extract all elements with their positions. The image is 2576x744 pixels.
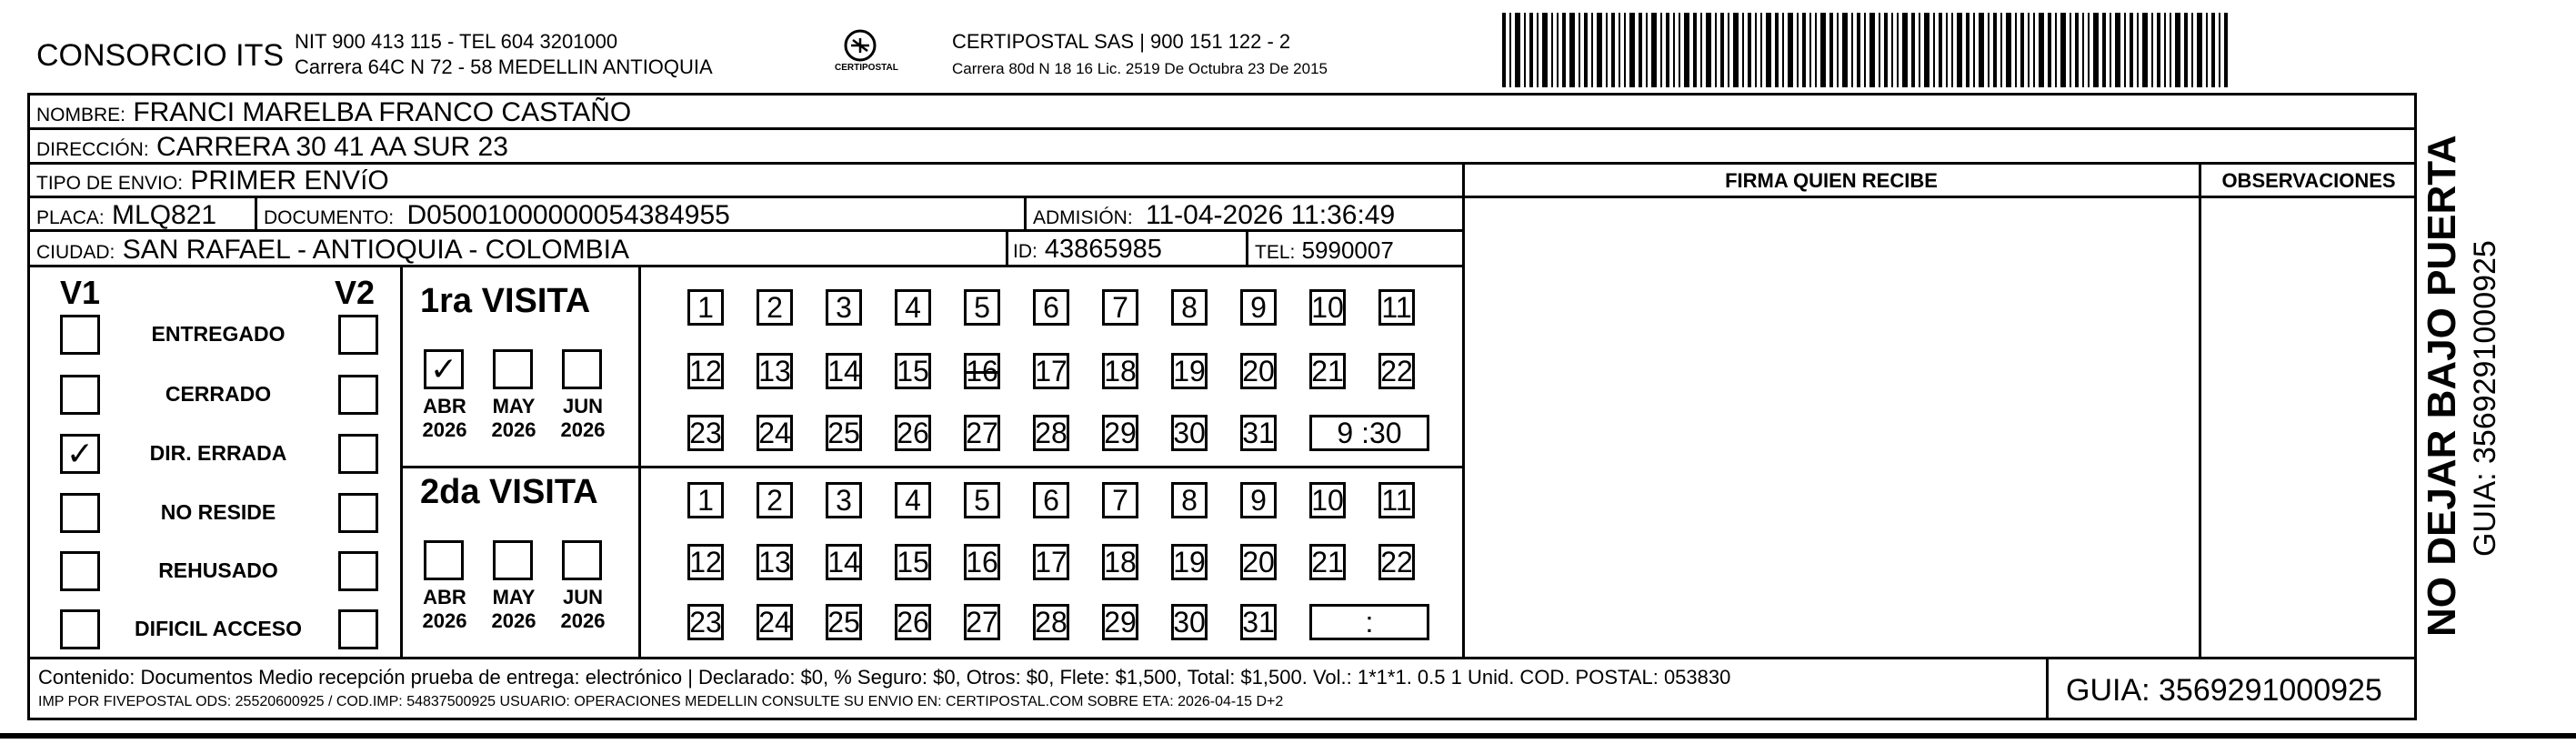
first-visit-year-label: 2026 (491, 418, 536, 441)
second-visit-day-cell[interactable]: 11 (1378, 482, 1415, 518)
first-visit-day-cell[interactable]: 10 (1309, 289, 1346, 326)
tel-label: TEL: (1255, 242, 1296, 263)
second-visit-day-cell[interactable]: 26 (895, 604, 931, 640)
first-visit-day-cell[interactable]: 4 (895, 289, 931, 326)
divider (1024, 196, 1027, 230)
second-visit-month-label: MAY (492, 586, 536, 608)
second-visit-day-cell[interactable]: 8 (1171, 482, 1208, 518)
first-visit-day-cell[interactable]: 29 (1102, 415, 1138, 451)
divider (1464, 196, 2199, 198)
status-label: NO RESIDE (160, 500, 276, 524)
second-visit-day-cell[interactable]: 30 (1171, 604, 1208, 640)
first-visit-day-cell[interactable]: 23 (687, 415, 724, 451)
first-visit-year-label: 2026 (560, 418, 606, 441)
divider (1462, 164, 1465, 657)
barcode (1502, 13, 2230, 87)
direccion-value: CARRERA 30 41 AA SUR 23 (156, 132, 508, 162)
second-visit-year-label: 2026 (491, 609, 536, 632)
second-visit-day-cell[interactable]: 7 (1102, 482, 1138, 518)
second-visit-day-cell[interactable]: 19 (1171, 544, 1208, 580)
tipo-label: TIPO DE ENVIO: (36, 173, 184, 194)
status-v1-checkbox[interactable] (60, 609, 100, 649)
admision-cell (1033, 202, 1395, 229)
nombre-row (36, 99, 631, 126)
second-visit-day-cell[interactable]: 1 (687, 482, 724, 518)
first-visit-day-cell[interactable]: 25 (826, 415, 862, 451)
status-label: REHUSADO (158, 558, 278, 582)
second-visit-day-cell[interactable]: 13 (757, 544, 793, 580)
tipo-value: PRIMER ENVíO (190, 166, 389, 196)
second-visit-time-box[interactable]: : (1309, 604, 1429, 640)
second-visit-day-cell[interactable]: 6 (1033, 482, 1069, 518)
second-visit-month-checkbox[interactable] (562, 540, 602, 580)
divider (2199, 164, 2201, 657)
first-visit-day-cell[interactable]: 12 (687, 353, 724, 389)
second-visit-month-checkbox[interactable] (424, 540, 464, 580)
id-value: 43865985 (1044, 235, 1162, 264)
first-visit-month-checkbox[interactable] (493, 349, 533, 389)
second-visit-day-cell[interactable]: 24 (757, 604, 793, 640)
first-visit-day-cell[interactable]: 31 (1240, 415, 1277, 451)
first-visit-month-checkbox[interactable]: ✓ (424, 349, 464, 389)
first-visit-day-cell[interactable]: 8 (1171, 289, 1208, 326)
second-visit-day-cell[interactable]: 5 (964, 482, 1000, 518)
status-v1-checkbox[interactable] (60, 493, 100, 533)
first-visit-day-cell[interactable]: 15 (895, 353, 931, 389)
first-visit-day-cell[interactable]: 21 (1309, 353, 1346, 389)
documento-label: DOCUMENTO: (264, 207, 395, 228)
tipo-row (36, 167, 389, 195)
first-visit-day-cell[interactable]: 26 (895, 415, 931, 451)
tel-value: 5990007 (1301, 236, 1394, 264)
divider (2046, 658, 2049, 720)
direccion-row (36, 134, 508, 161)
divider (638, 266, 641, 657)
status-label: CERRADO (165, 382, 272, 406)
first-visit-day-cell[interactable]: 3 (826, 289, 862, 326)
second-visit-day-cell[interactable]: 23 (687, 604, 724, 640)
nombre-value: FRANCI MARELBA FRANCO CASTAÑO (133, 97, 632, 127)
first-visit-day-cell[interactable]: 27 (964, 415, 1000, 451)
second-visit-day-cell[interactable]: 20 (1240, 544, 1277, 580)
second-visit-day-cell[interactable]: 4 (895, 482, 931, 518)
logo-text: CERTIPOSTAL (835, 63, 898, 73)
first-visit-day-cell[interactable]: 2 (757, 289, 793, 326)
second-visit-month-label: JUN (562, 586, 603, 608)
first-visit-title: 1ra VISITA (420, 282, 591, 320)
divider (400, 266, 403, 657)
first-visit-day-cell[interactable]: 13 (757, 353, 793, 389)
tel-cell (1255, 238, 1394, 262)
status-v2-checkbox[interactable] (338, 375, 378, 415)
first-visit-day-cell[interactable]: 18 (1102, 353, 1138, 389)
second-visit-day-cell[interactable]: 10 (1309, 482, 1346, 518)
first-visit-month-label: JUN (562, 395, 603, 417)
second-visit-day-cell[interactable]: 22 (1378, 544, 1415, 580)
status-v2-checkbox[interactable] (338, 551, 378, 591)
footer-divider (27, 657, 2417, 659)
first-visit-day-cell[interactable]: 6 (1033, 289, 1069, 326)
side-guia: GUIA: 3569291000925 (2468, 240, 2502, 557)
second-visit-day-cell[interactable]: 18 (1102, 544, 1138, 580)
ciudad-value: SAN RAFAEL - ANTIOQUIA - COLOMBIA (122, 235, 630, 265)
divider (27, 162, 2417, 165)
first-visit-time-box[interactable]: 9 :30 (1309, 415, 1429, 451)
status-v1-checkbox[interactable] (60, 375, 100, 415)
second-visit-day-cell[interactable]: 2 (757, 482, 793, 518)
first-visit-month-checkbox[interactable] (562, 349, 602, 389)
company-address: Carrera 64C N 72 - 58 MEDELLIN ANTIOQUIA (295, 55, 713, 78)
courier-name: CERTIPOSTAL SAS | 900 151 122 - 2 (952, 30, 1291, 53)
id-label: ID: (1013, 241, 1037, 262)
first-visit-day-cell[interactable]: 20 (1240, 353, 1277, 389)
first-visit-month-label: MAY (492, 395, 536, 417)
second-visit-day-cell[interactable]: 25 (826, 604, 862, 640)
footer-guia: GUIA: 3569291000925 (2066, 673, 2382, 708)
second-visit-month-label: ABR (423, 586, 466, 608)
company-nit: NIT 900 413 115 - TEL 604 3201000 (295, 30, 618, 53)
divider (1006, 230, 1008, 266)
placa-value: MLQ821 (112, 200, 217, 230)
divider (255, 196, 257, 230)
direccion-label: DIRECCIÓN: (36, 139, 149, 160)
documento-cell (264, 202, 730, 229)
status-v1-checkbox[interactable] (60, 315, 100, 355)
status-label: DIR. ERRADA (149, 441, 287, 465)
second-visit-day-cell[interactable]: 27 (964, 604, 1000, 640)
admision-label: ADMISIÓN: (1033, 207, 1133, 228)
second-visit-day-cell[interactable]: 21 (1309, 544, 1346, 580)
status-v2-checkbox[interactable] (338, 315, 378, 355)
status-v2-checkbox[interactable] (338, 434, 378, 474)
bottom-rule (0, 733, 2576, 739)
first-visit-day-cell[interactable]: 11 (1378, 289, 1415, 326)
company-name: CONSORCIO ITS (36, 38, 285, 73)
ciudad-label: CIUDAD: (36, 242, 115, 263)
status-label: DIFICIL ACCESO (134, 617, 302, 640)
second-visit-day-cell[interactable]: 9 (1240, 482, 1277, 518)
first-visit-day-cell[interactable]: 5 (964, 289, 1000, 326)
first-visit-day-cell[interactable]: 16 (964, 353, 1000, 389)
second-visit-day-cell[interactable]: 15 (895, 544, 931, 580)
ciudad-cell (36, 236, 629, 264)
courier-license: Carrera 80d N 18 16 Lic. 2519 De Octubra 23 De 2015 (952, 60, 1328, 77)
status-v1-checkbox[interactable]: ✓ (60, 434, 100, 474)
second-visit-day-cell[interactable]: 12 (687, 544, 724, 580)
first-visit-day-cell[interactable]: 30 (1171, 415, 1208, 451)
first-visit-day-cell[interactable]: 1 (687, 289, 724, 326)
first-visit-day-cell[interactable]: 7 (1102, 289, 1138, 326)
first-visit-year-label: 2026 (422, 418, 467, 441)
first-visit-day-cell[interactable]: 24 (757, 415, 793, 451)
side-warning: NO DEJAR BAJO PUERTA (2420, 135, 2464, 637)
first-visit-day-cell[interactable]: 19 (1171, 353, 1208, 389)
second-visit-day-cell[interactable]: 3 (826, 482, 862, 518)
second-visit-year-label: 2026 (560, 609, 606, 632)
certipostal-logo (831, 25, 898, 80)
footer-content: Contenido: Documentos Medio recepción prueba de entrega: electrónico | Declarado: $0, % Seguro: $0, Otros: $0, Flete: $1,500, Total: $1,500. Vol.: 1*1*1. 0.5 1 Unid. COD. POSTAL: 053830 (38, 666, 1731, 689)
status-v2-checkbox[interactable] (338, 609, 378, 649)
divider (27, 127, 2417, 130)
documento-value: D05001000000054384955 (406, 200, 730, 230)
admision-value: 11-04-2026 11:36:49 (1146, 200, 1396, 230)
id-cell (1013, 236, 1162, 263)
second-visit-year-label: 2026 (422, 609, 467, 632)
second-visit-day-cell[interactable]: 17 (1033, 544, 1069, 580)
placa-cell (36, 202, 216, 229)
second-visit-title: 2da VISITA (420, 473, 598, 511)
first-visit-day-cell[interactable]: 17 (1033, 353, 1069, 389)
first-visit-day-cell[interactable]: 14 (826, 353, 862, 389)
status-v1-checkbox[interactable] (60, 551, 100, 591)
placa-label: PLACA: (36, 207, 105, 228)
divider (1246, 230, 1248, 266)
status-label: ENTREGADO (151, 322, 286, 346)
first-visit-day-cell[interactable]: 28 (1033, 415, 1069, 451)
second-visit-day-cell[interactable]: 16 (964, 544, 1000, 580)
v2-label: V2 (335, 274, 376, 311)
footer-imp: IMP POR FIVEPOSTAL ODS: 25520600925 / COD.IMP: 54837500925 USUARIO: OPERACIONES MEDELLIN CONSULTE SU ENVIO EN: CERTIPOSTAL.COM SOBRE ETA: 2026-04-15 D+2 (38, 694, 1284, 709)
second-visit-month-checkbox[interactable] (493, 540, 533, 580)
second-visit-day-cell[interactable]: 29 (1102, 604, 1138, 640)
observaciones-header: OBSERVACIONES (2221, 169, 2396, 192)
first-visit-month-label: ABR (423, 395, 466, 417)
second-visit-day-cell[interactable]: 28 (1033, 604, 1069, 640)
first-visit-day-cell[interactable]: 22 (1378, 353, 1415, 389)
status-v2-checkbox[interactable] (338, 493, 378, 533)
second-visit-day-cell[interactable]: 14 (826, 544, 862, 580)
nombre-label: NOMBRE: (36, 105, 126, 126)
second-visit-day-cell[interactable]: 31 (1240, 604, 1277, 640)
divider (400, 466, 1464, 468)
first-visit-day-cell[interactable]: 9 (1240, 289, 1277, 326)
divider (27, 265, 1464, 267)
v1-label: V1 (60, 274, 101, 311)
divider (2199, 196, 2417, 198)
firma-header: FIRMA QUIEN RECIBE (1725, 169, 1938, 192)
